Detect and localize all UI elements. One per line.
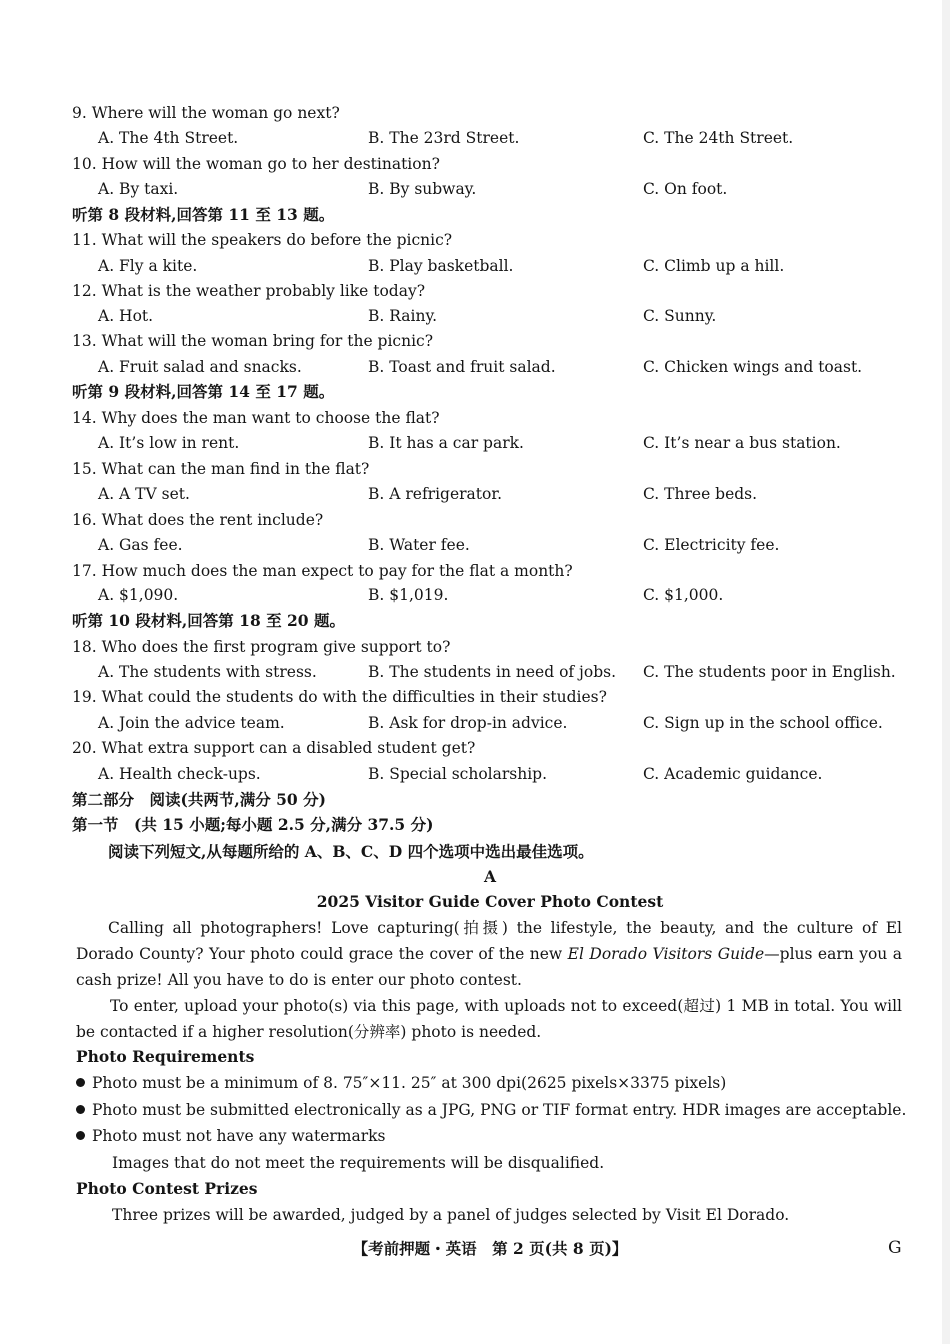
- option-b: B. Water fee.: [368, 536, 470, 554]
- option-a: A. The students with stress.: [98, 663, 317, 681]
- option-a: A. Fruit salad and snacks.: [98, 358, 302, 376]
- option-c: C. Sign up in the school office.: [643, 714, 883, 732]
- requirements-heading: Photo Requirements: [76, 1047, 255, 1066]
- listening-instruction: 听第 8 段材料,回答第 11 至 13 题。: [72, 205, 335, 224]
- option-a: A. By taxi.: [98, 180, 179, 198]
- option-c: C. The 24th Street.: [643, 129, 794, 147]
- option-c: C. Climb up a hill.: [643, 257, 785, 275]
- bullet-icon: [76, 1105, 85, 1114]
- passage-letter: A: [483, 867, 497, 886]
- question-stem: 19. What could the students do with the difficulties in their studies?: [72, 688, 607, 706]
- option-b: B. It has a car park.: [368, 434, 524, 452]
- requirement-item: [76, 1126, 386, 1146]
- option-c: C. Electricity fee.: [643, 536, 780, 554]
- requirement-item: [76, 1100, 906, 1120]
- question-stem: 9. Where will the woman go next?: [72, 104, 340, 122]
- page-footer: 【考前押题・英语 第 2 页(共 8 页)】: [352, 1239, 628, 1258]
- option-b: B. The 23rd Street.: [368, 129, 520, 147]
- disqualification-note: Images that do not meet the requirements will be disqualified.: [112, 1154, 605, 1172]
- para1-text: Calling all photographers! Love capturing(拍摄) the lifestyle, the beauty, and the culture of El Dorado County? Your photo could grace the cover of the new: [76, 919, 902, 963]
- para1-text: —plus earn you a cash prize! All you have to do is enter our photo contest.: [76, 945, 902, 989]
- question-stem: 14. Why does the man want to choose the flat?: [72, 409, 440, 427]
- version-mark: G: [888, 1238, 902, 1258]
- question-stem: 13. What will the woman bring for the picnic?: [72, 332, 434, 350]
- option-c: C. $1,000.: [643, 586, 724, 604]
- passage-title: 2025 Visitor Guide Cover Photo Contest: [316, 892, 664, 911]
- option-a: A. A TV set.: [98, 485, 190, 503]
- question-stem: 11. What will the speakers do before the picnic?: [72, 231, 453, 249]
- requirement-item: [76, 1073, 726, 1093]
- option-c: C. The students poor in English.: [643, 663, 896, 681]
- scan-edge: [942, 0, 950, 1344]
- option-b: B. Toast and fruit salad.: [368, 358, 556, 376]
- paragraph-1: [76, 915, 902, 993]
- option-a: A. The 4th Street.: [98, 129, 239, 147]
- section-title: 第一节 (共 15 小题;每小题 2.5 分,满分 37.5 分): [72, 815, 434, 834]
- part-title: 第二部分 阅读(共两节,满分 50 分): [72, 790, 326, 809]
- listening-instruction: 听第 10 段材料,回答第 18 至 20 题。: [72, 611, 345, 630]
- reading-instruction: 阅读下列短文,从每题所给的 A、B、C、D 四个选项中选出最佳选项。: [108, 842, 594, 861]
- option-a: A. Hot.: [98, 307, 154, 325]
- option-c: C. It’s near a bus station.: [643, 434, 841, 452]
- option-a: A. It’s low in rent.: [98, 434, 240, 452]
- option-b: B. By subway.: [368, 180, 477, 198]
- option-c: C. Academic guidance.: [643, 765, 823, 783]
- question-stem: 12. What is the weather probably like today?: [72, 282, 426, 300]
- option-c: C. Sunny.: [643, 307, 717, 325]
- option-b: B. $1,019.: [368, 586, 449, 604]
- question-stem: 18. Who does the first program give support to?: [72, 638, 451, 656]
- option-a: A. Fly a kite.: [98, 257, 198, 275]
- requirement-text: Photo must be submitted electronically as a JPG, PNG or TIF format entry. HDR images are acceptable.: [92, 1101, 907, 1119]
- question-stem: 15. What can the man find in the flat?: [72, 460, 370, 478]
- option-b: B. Rainy.: [368, 307, 438, 325]
- option-c: C. Three beds.: [643, 485, 758, 503]
- option-a: A. Gas fee.: [98, 536, 183, 554]
- option-b: B. Ask for drop-in advice.: [368, 714, 568, 732]
- option-c: C. Chicken wings and toast.: [643, 358, 863, 376]
- prizes-heading: Photo Contest Prizes: [76, 1179, 258, 1198]
- prizes-text: Three prizes will be awarded, judged by a panel of judges selected by Visit El Dorado.: [112, 1206, 790, 1224]
- requirement-text: Photo must not have any watermarks: [92, 1127, 386, 1145]
- option-a: A. Join the advice team.: [98, 714, 285, 732]
- bullet-icon: [76, 1131, 85, 1140]
- bullet-icon: [76, 1078, 85, 1087]
- listening-instruction: 听第 9 段材料,回答第 14 至 17 题。: [72, 382, 335, 401]
- question-stem: 10. How will the woman go to her destination?: [72, 155, 440, 173]
- option-b: B. A refrigerator.: [368, 485, 502, 503]
- option-b: B. The students in need of jobs.: [368, 663, 616, 681]
- option-a: A. $1,090.: [98, 586, 179, 604]
- option-b: B. Special scholarship.: [368, 765, 548, 783]
- question-stem: 20. What extra support can a disabled student get?: [72, 739, 476, 757]
- paragraph-2: To enter, upload your photo(s) via this page, with uploads not to exceed(超过) 1 MB in total. You will be contacted if a higher resolution(分辨率) photo is needed.: [76, 997, 902, 1041]
- option-a: A. Health check-ups.: [98, 765, 261, 783]
- question-stem: 16. What does the rent include?: [72, 511, 324, 529]
- option-c: C. On foot.: [643, 180, 728, 198]
- guide-title: El Dorado Visitors Guide: [567, 945, 765, 963]
- requirement-text: Photo must be a minimum of 8. 75″×11. 25″ at 300 dpi(2625 pixels×3375 pixels): [92, 1074, 727, 1092]
- option-b: B. Play basketball.: [368, 257, 514, 275]
- question-stem: 17. How much does the man expect to pay for the flat a month?: [72, 562, 573, 580]
